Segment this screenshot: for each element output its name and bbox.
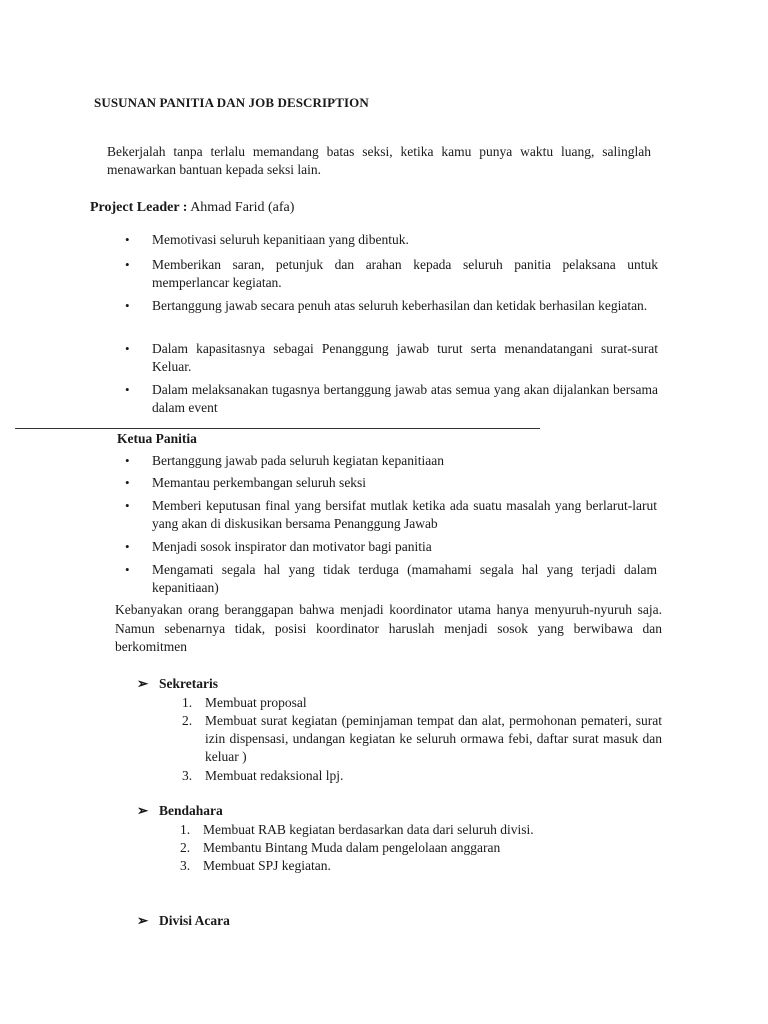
intro-paragraph: Bekerjalah tanpa terlalu memandang batas seksi, ketika kamu punya waktu luang, salinglah menawarkan bantuan kepada seksi lain. (107, 144, 651, 177)
ketua-note-paragraph: Kebanyakan orang beranggapan bahwa menjadi koordinator utama hanya menyuruh-nyuruh saja. Namun sebenarnya tidak, posisi koordinator haruslah menjadi sosok yang berwibawa dan berkomitmen (115, 602, 662, 654)
list-item (180, 857, 662, 875)
list-item-text: Memantau perkembangan seluruh seksi (152, 475, 367, 490)
bullet-icon: • (125, 341, 130, 356)
project-leader-line (90, 200, 294, 216)
section-heading-label: Divisi Acara (159, 913, 230, 928)
list-item-text: Membuat RAB kegiatan berdasarkan data dari seluruh divisi. (203, 822, 534, 837)
list-item (125, 474, 657, 492)
bullet-icon: • (125, 498, 130, 513)
project-leader-name: Ahmad Farid (afa) (190, 200, 295, 215)
list-item (125, 561, 657, 597)
item-number: 1. (180, 822, 191, 837)
list-item-text: Bertanggung jawab pada seluruh kegiatan kepanitiaan (152, 453, 445, 468)
bullet-icon: • (125, 453, 130, 468)
section-heading-label: Sekretaris (159, 676, 218, 691)
ketua-panitia-heading: Ketua Panitia (117, 431, 197, 446)
bullet-icon: • (125, 232, 130, 247)
item-number: 2. (180, 840, 191, 855)
item-number: 3. (180, 858, 191, 873)
list-item (182, 712, 662, 766)
bullet-icon: • (125, 562, 130, 577)
list-item (125, 538, 657, 556)
list-item (125, 381, 658, 417)
arrow-bullet-icon: ➢ (137, 913, 149, 928)
section-divider (15, 428, 540, 429)
item-number: 2. (182, 713, 193, 728)
list-item (125, 231, 658, 249)
arrow-bullet-icon: ➢ (137, 676, 149, 691)
bullet-icon: • (125, 475, 130, 490)
list-item-text: Menjadi sosok inspirator dan motivator bagi panitia (152, 539, 432, 554)
list-item-text: Membuat proposal (205, 695, 307, 710)
sekretaris-heading (137, 676, 218, 692)
bullet-icon: • (125, 298, 130, 313)
project-leader-label: Project Leader : (90, 200, 188, 215)
list-item-text: Membuat redaksional lpj. (205, 768, 344, 783)
bendahara-heading (137, 803, 223, 819)
item-number: 1. (182, 695, 193, 710)
list-item (125, 340, 658, 376)
divisi-acara-heading (137, 913, 230, 929)
list-item-text: Dalam melaksanakan tugasnya bertanggung jawab atas semua yang akan dijalankan bersama dalam event (152, 382, 658, 415)
bullet-icon: • (125, 539, 130, 554)
list-item-text: Memberikan saran, petunjuk dan arahan kepada seluruh panitia pelaksana untuk memperlancar kegiatan. (152, 257, 658, 290)
list-item (182, 767, 662, 785)
list-item-text: Membuat surat kegiatan (peminjaman tempat dan alat, permohonan pemateri, surat izin dispensasi, undangan kegiatan ke seluruh ormawa febi, daftar surat masuk dan keluar ) (205, 713, 662, 764)
list-item (180, 821, 662, 839)
list-item (182, 694, 662, 712)
document-title: SUSUNAN PANITIA DAN JOB DESCRIPTION (94, 95, 369, 110)
arrow-bullet-icon: ➢ (137, 803, 149, 818)
bullet-icon: • (125, 257, 130, 272)
list-item-text: Memberi keputusan final yang bersifat mutlak ketika ada suatu masalah yang berlarut-larut yang akan di diskusikan bersama Penanggung Jawab (152, 498, 657, 531)
list-item (125, 256, 658, 292)
bullet-icon: • (125, 382, 130, 397)
list-item-text: Memotivasi seluruh kepanitiaan yang dibentuk. (152, 232, 409, 247)
list-item-text: Dalam kapasitasnya sebagai Penanggung jawab turut serta menandatangani surat-surat Keluar. (152, 341, 658, 374)
item-number: 3. (182, 768, 193, 783)
list-item-text: Membuat SPJ kegiatan. (203, 858, 331, 873)
list-item-text: Bertanggung jawab secara penuh atas seluruh keberhasilan dan ketidak berhasilan kegiatan. (152, 298, 648, 313)
list-item-text: Mengamati segala hal yang tidak terduga (mamahami segala hal yang terjadi dalam kepanitiaan) (152, 562, 657, 595)
list-item (180, 839, 662, 857)
list-item (125, 497, 657, 533)
list-item (125, 452, 657, 470)
section-heading-label: Bendahara (159, 803, 223, 818)
list-item-text: Membantu Bintang Muda dalam pengelolaan anggaran (203, 840, 501, 855)
list-item (125, 297, 658, 315)
